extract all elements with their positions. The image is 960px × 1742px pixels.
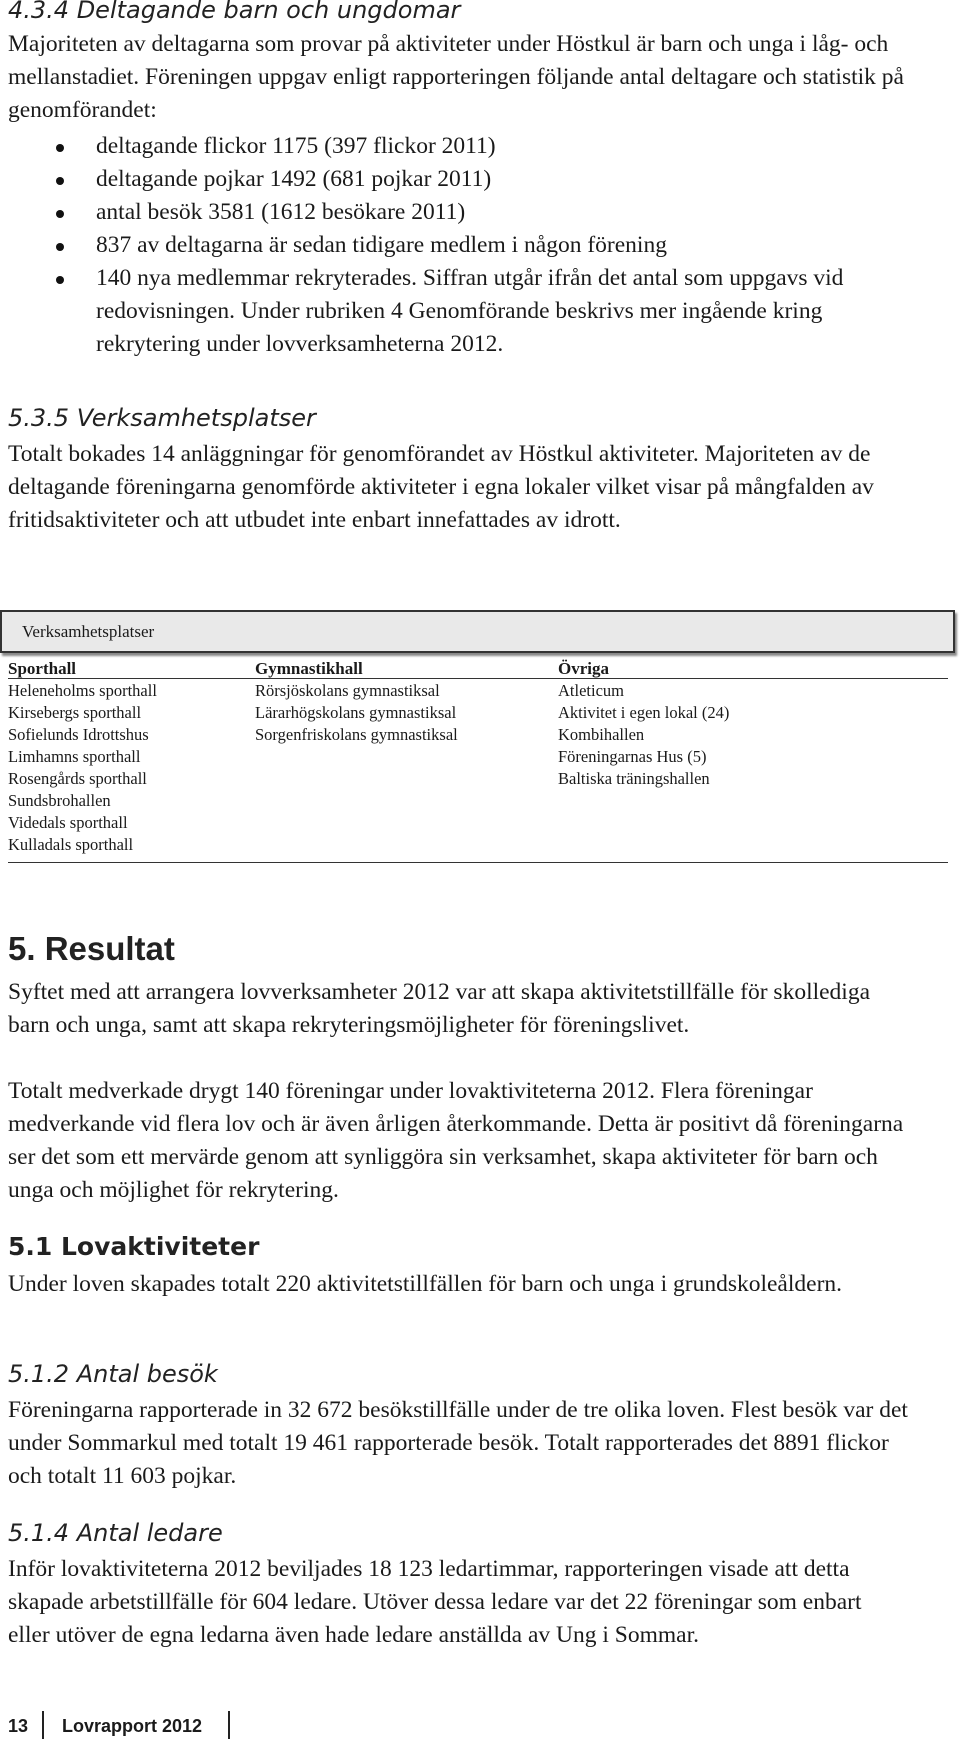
list-item: 837 av deltagarna är sedan tidigare medlem i någon förening: [8, 229, 908, 262]
table-cell: Kombihallen: [558, 725, 645, 744]
venues-paragraph: Totalt bokades 14 anläggningar för genomförandet av Höstkul aktiviteter. Majoriteten av de deltagande föreningarna genomförde aktiviteter i egna lokaler vilket visar på mångfalden av fritidsaktiviteter och att utbudet inte enbart innefattades av idrott.: [8, 441, 874, 533]
list-item: 140 nya medlemmar rekryterades. Siffran utgår ifrån det antal som uppgavs vid redovisningen. Under rubriken 4 Genomförande beskrivs mer ingående kring rekrytering under lovverksamheterna 2012.: [8, 262, 908, 361]
list-item: deltagande flickor 1175 (397 flickor 2011): [8, 130, 908, 163]
result-paragraph-1: Syftet med att arrangera lovverksamheter 2012 var att skapa aktivitetstillfälle för skollediga barn och unga, samt att skapa rekryteringsmöjligheter för föreningslivet.: [8, 979, 871, 1038]
column-header: Sporthall: [8, 659, 77, 678]
result-paragraph-2: Totalt medverkade drygt 140 föreningar under lovaktiviteterna 2012. Flera föreningar medverkande vid flera lov och är även årligen återkommande. Detta är positivt då föreningarna ser det som ett mervärde genom att synliggöra sin verksamhet, skapa aktiviteter för barn och unga och möjlighet för rekrytering.: [8, 1078, 904, 1203]
column-header: Gymnastikhall: [255, 659, 363, 678]
column-sporthall: [8, 658, 248, 856]
venues-table-header: [0, 610, 955, 653]
footer-divider: [228, 1711, 230, 1739]
page-number: 13: [8, 1716, 29, 1736]
table-cell: Lärarhögskolans gymnastiksal: [255, 703, 457, 722]
bullet-icon: [56, 210, 64, 218]
intro-paragraph: Majoriteten av deltagarna som provar på aktiviteter under Höstkul är barn och unga i låg- och mellanstadiet. Föreningen uppgav enligt rapporteringen följande antal deltagare och statistik på genomförandet:: [8, 31, 904, 123]
footer-divider: [42, 1711, 44, 1739]
list-item: deltagande pojkar 1492 (681 pojkar 2011): [8, 163, 908, 196]
column-header: Övriga: [558, 659, 609, 678]
table-cell: Heleneholms sporthall: [8, 681, 157, 700]
table-cell: Atleticum: [558, 681, 624, 700]
table-cell: Kirsebergs sporthall: [8, 703, 142, 722]
table-bottom-rule: [8, 862, 948, 863]
footer-title: Lovrapport 2012: [62, 1716, 203, 1736]
bullet-icon: [56, 177, 64, 185]
lovaktiviteter-paragraph: Under loven skapades totalt 220 aktivitetstillfällen för barn och unga i grundskoleåldern.: [8, 1271, 843, 1297]
section-heading-5-1: 5.1 Lovaktiviteter: [8, 1232, 260, 1261]
bullet-icon: [56, 276, 64, 284]
table-cell: Rörsjöskolans gymnastiksal: [255, 681, 440, 700]
column-gymnastikhall: [255, 658, 545, 746]
participant-stats-list: [8, 130, 908, 361]
section-heading-5-3-5: 5.3.5 Verksamhetsplatser: [8, 404, 316, 432]
table-cell: Baltiska träningshallen: [558, 769, 710, 788]
table-cell: Rosengårds sporthall: [8, 769, 147, 788]
table-cell: Kulladals sporthall: [8, 835, 134, 854]
table-cell: Videdals sporthall: [8, 813, 128, 832]
table-cell: Limhamns sporthall: [8, 747, 141, 766]
list-item: antal besök 3581 (1612 besökare 2011): [8, 196, 908, 229]
bullet-icon: [56, 243, 64, 251]
visits-paragraph: Föreningarna rapporterade in 32 672 besökstillfälle under de tre olika loven. Flest besök var det under Sommarkul med totalt 19 461 rapporterade besök. Totalt rapporterades det 8891 flickor och totalt 11 603 pojkar.: [8, 1397, 908, 1489]
section-heading-4-3-4: 4.3.4 Deltagande barn och ungdomar: [8, 0, 461, 24]
leaders-paragraph: Inför lovaktiviteterna 2012 beviljades 18 123 ledartimmar, rapporteringen visade att detta skapade arbetstillfälle för 604 ledare. Utöver dessa ledare var det 22 föreningar som enbart eller utöver de egna ledarna även hade ledare anställda av Ung i Sommar.: [8, 1556, 862, 1648]
bullet-icon: [56, 144, 64, 152]
table-cell: Föreningarnas Hus (5): [558, 747, 707, 766]
table-cell: Aktivitet i egen lokal (24): [558, 703, 730, 722]
table-cell: Sundsbrohallen: [8, 791, 111, 810]
section-heading-5-1-4: 5.1.4 Antal ledare: [8, 1519, 223, 1547]
column-ovriga: [558, 658, 948, 790]
table-cell: Sofielunds Idrottshus: [8, 725, 149, 744]
section-heading-5-1-2: 5.1.2 Antal besök: [8, 1360, 218, 1388]
section-heading-5: 5. Resultat: [8, 930, 175, 967]
venues-table-title: Verksamhetsplatser: [22, 622, 155, 641]
table-cell: Sorgenfriskolans gymnastiksal: [255, 725, 458, 744]
